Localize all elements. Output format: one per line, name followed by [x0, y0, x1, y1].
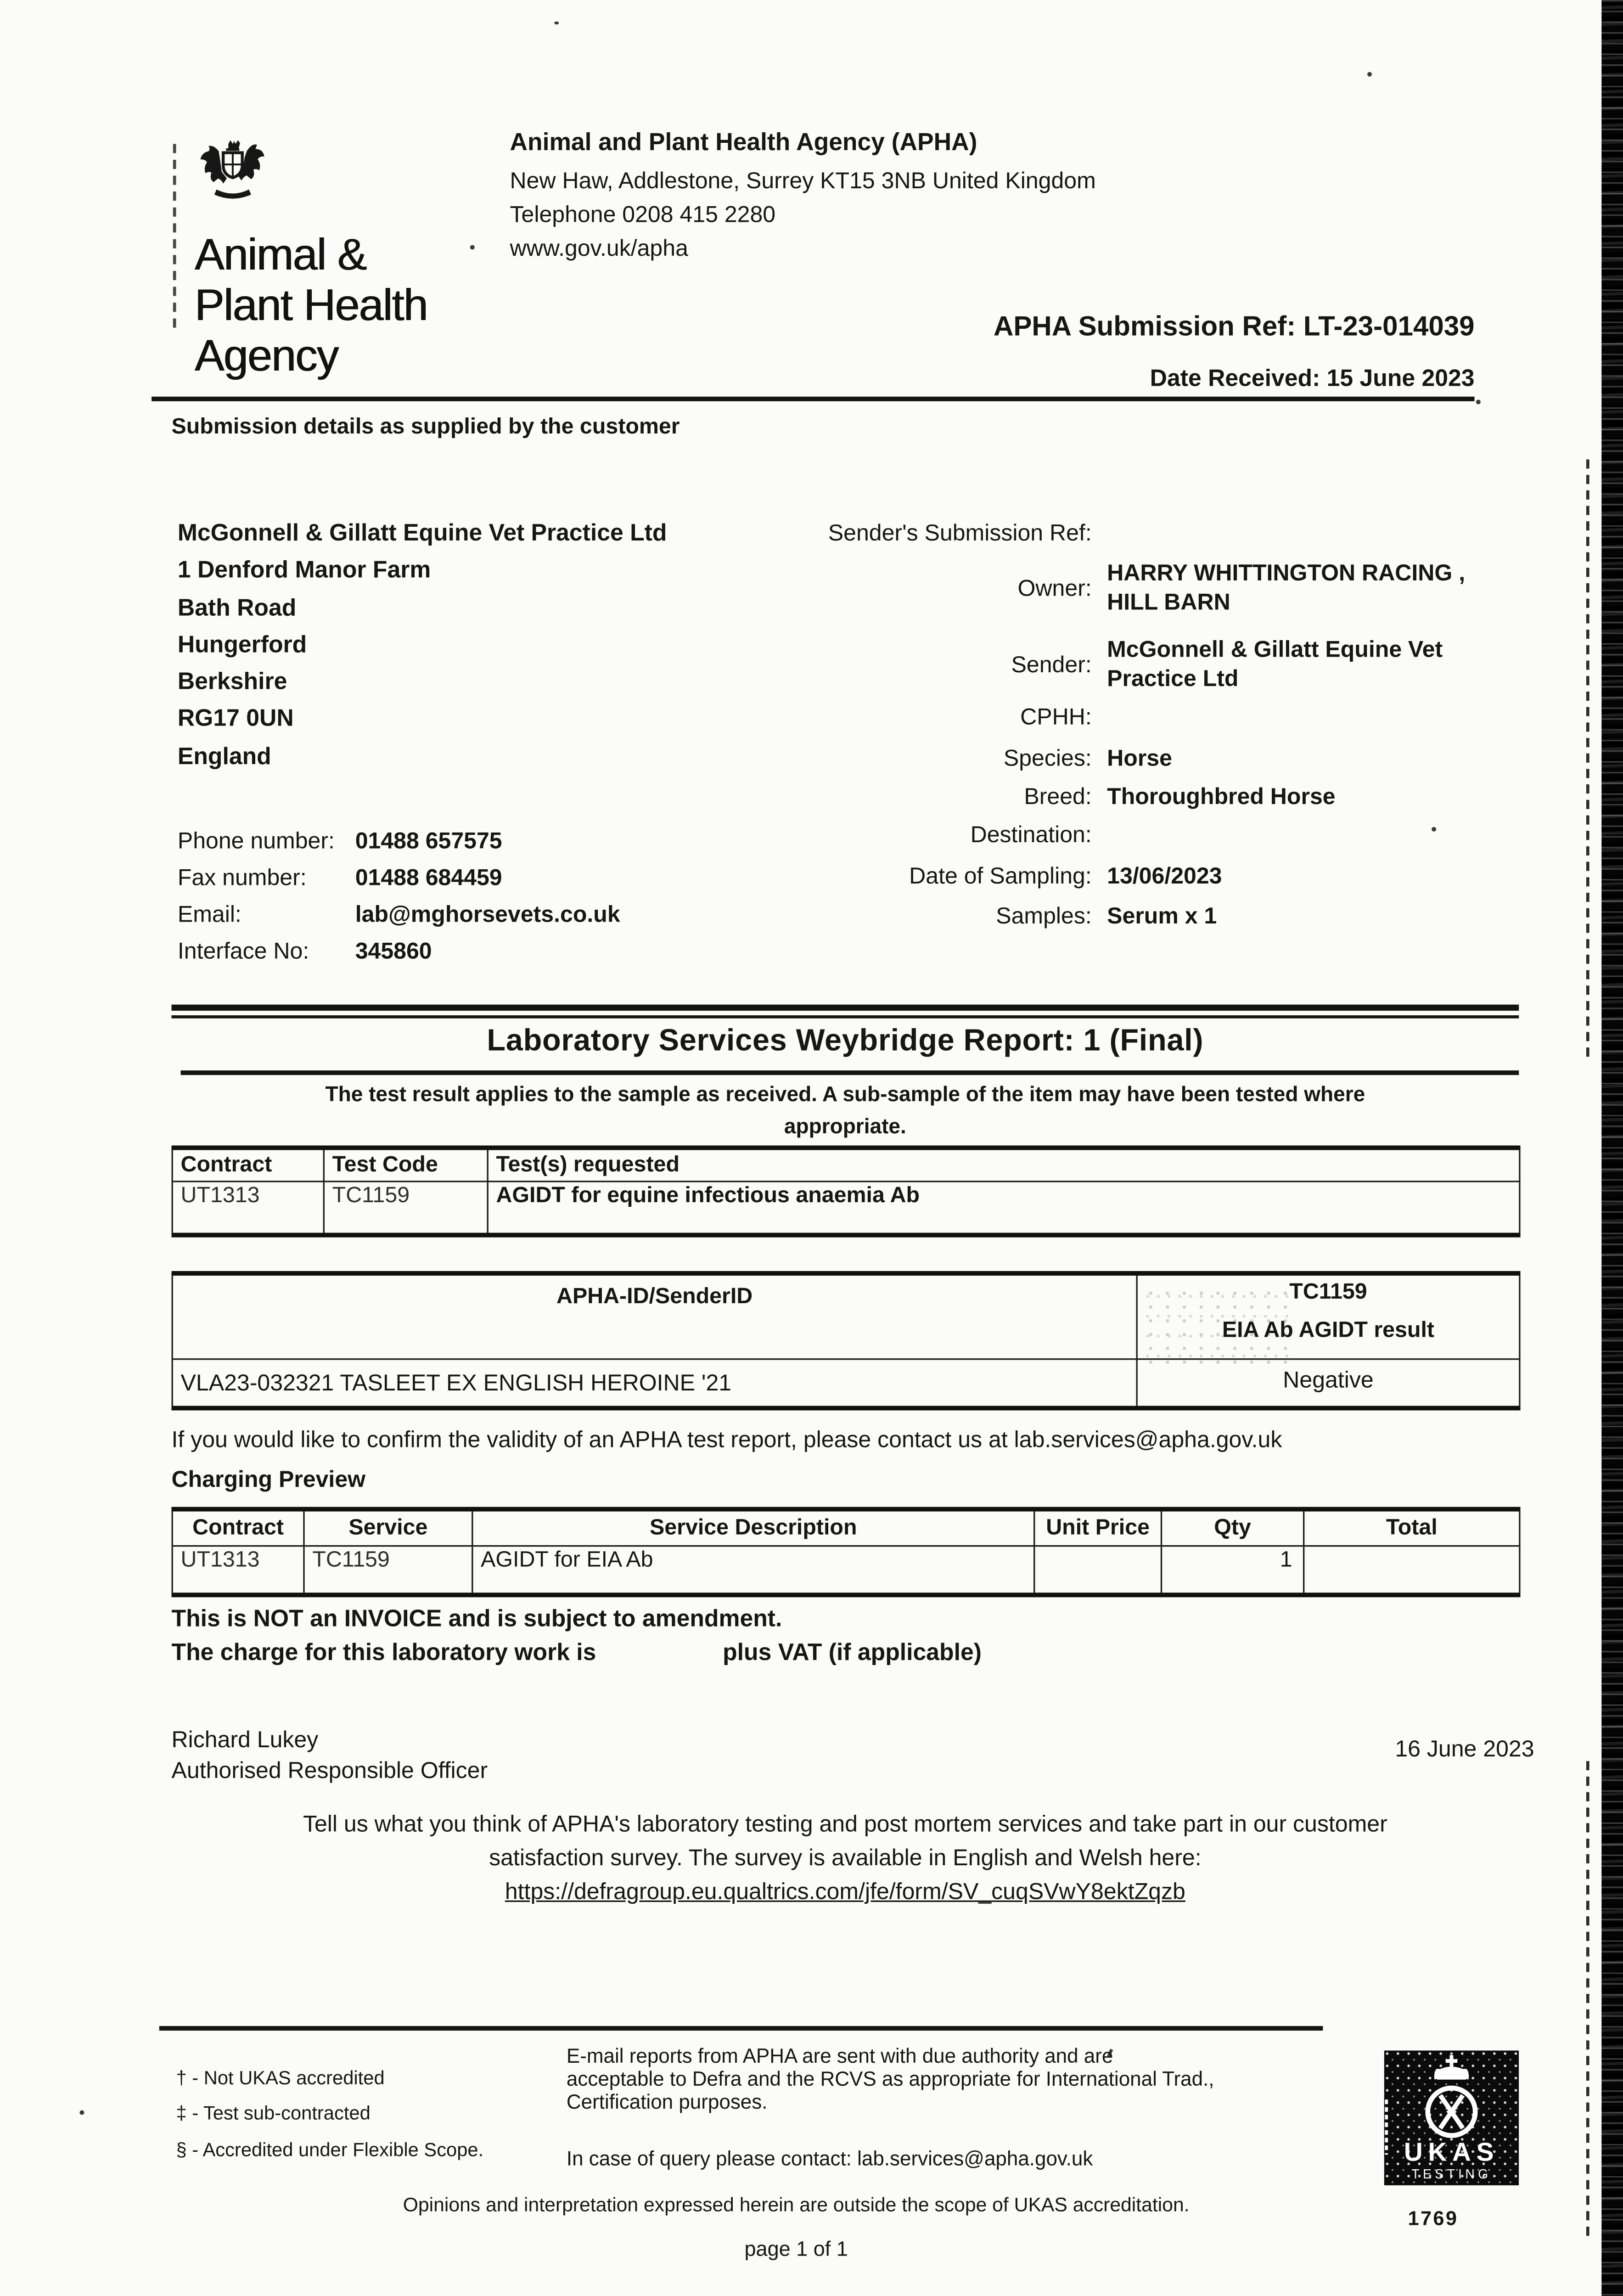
field-value: Serum x 1 — [1107, 903, 1217, 930]
charging-cell-contract: UT1313 — [172, 1546, 304, 1595]
wordmark-line: Plant Health — [194, 281, 427, 331]
scan-speck — [1476, 400, 1481, 404]
email-note-line: acceptable to Defra and the RCVS as appropriate for International Trad., — [566, 2067, 1214, 2091]
email-note-line: E-mail reports from APHA are sent with due authority and are — [566, 2044, 1113, 2068]
tests-header-testcode: Test Code — [324, 1148, 488, 1182]
scan-speck — [554, 22, 559, 25]
address-line: Hungerford — [177, 632, 307, 658]
contact-row — [178, 828, 821, 855]
charging-cell-qty: 1 — [1162, 1546, 1304, 1595]
results-header-id: APHA-ID/SenderID — [172, 1273, 1137, 1359]
field-label: CPHH: — [1020, 704, 1092, 731]
report-rule-bottom — [181, 1070, 1519, 1074]
contact-label: Fax number: — [177, 865, 307, 891]
survey-text-line1: Tell us what you think of APHA's laboratory testing and post mortem services and take part in our customer — [303, 1812, 1387, 1838]
scan-artifact-dashes — [1586, 459, 1589, 1057]
charging-cell-total — [1304, 1546, 1520, 1595]
report-rule-top-echo — [172, 1015, 1519, 1018]
field-sender-submission-ref — [822, 521, 1545, 547]
signatory-role: Authorised Responsible Officer — [171, 1758, 488, 1784]
charging-table — [172, 1507, 1521, 1598]
survey-link[interactable]: https://defragroup.eu.qualtrics.com/jfe/form/SV_cuqSVwY8ektZqzb — [505, 1879, 1185, 1905]
field-samples — [822, 902, 1545, 932]
contact-value: 01488 684459 — [355, 865, 502, 891]
field-sender — [822, 634, 1545, 695]
results-header-testcode: TC1159 — [1289, 1280, 1367, 1305]
scan-artifact-right-edge — [1601, 0, 1623, 2296]
charging-header-contract: Contract — [172, 1509, 304, 1546]
agency-address: New Haw, Addlestone, Surrey KT15 3NB United Kingdom — [510, 168, 1096, 195]
scan-speck — [470, 245, 475, 250]
contact-row — [178, 939, 821, 965]
results-header-result-type: EIA Ab AGIDT result — [1222, 1318, 1435, 1343]
scan-speck — [1367, 72, 1372, 77]
report-title: Laboratory Services Weybridge Report: 1 (Final) — [487, 1024, 1204, 1058]
address-line: Berkshire — [177, 669, 287, 696]
date-received: Date Received: 15 June 2023 — [1150, 366, 1475, 392]
tests-cell-requested: AGIDT for equine infectious anaemia Ab — [488, 1182, 1520, 1235]
address-line: 1 Denford Manor Farm — [177, 557, 431, 584]
opinions-note: Opinions and interpretation expressed herein are outside the scope of UKAS accreditation. — [403, 2193, 1190, 2216]
field-value-line: McGonnell & Gillatt Equine Vet — [1107, 636, 1443, 663]
charging-header-description: Service Description — [472, 1509, 1034, 1546]
agency-telephone: Telephone 0208 415 2280 — [510, 202, 776, 228]
contact-value: 01488 657575 — [355, 828, 502, 855]
results-header-test — [1137, 1273, 1520, 1359]
field-value: Horse — [1107, 746, 1172, 772]
field-value-line: HILL BARN — [1107, 589, 1230, 616]
tests-cell-contract: UT1313 — [172, 1182, 324, 1235]
charging-header-service: Service — [304, 1509, 472, 1546]
report-note-line2: appropriate. — [784, 1114, 906, 1138]
field-owner — [822, 557, 1545, 619]
address-line: Bath Road — [177, 595, 297, 621]
legend-not-ukas: † - Not UKAS accredited — [176, 2067, 385, 2089]
tests-requested-table — [172, 1146, 1521, 1238]
field-label: Breed: — [1024, 784, 1092, 810]
email-authority-note — [567, 2044, 1363, 2113]
agency-website: www.gov.uk/apha — [510, 236, 688, 262]
field-label: Owner: — [1017, 575, 1092, 601]
legend-flexible-scope: § - Accredited under Flexible Scope. — [176, 2139, 484, 2161]
royal-crest-icon — [196, 138, 270, 220]
address-line: England — [177, 744, 271, 770]
contact-label: Interface No: — [177, 939, 309, 965]
field-value — [1107, 558, 1465, 618]
scan-artifact-dashed-line — [173, 144, 176, 327]
field-label: Destination: — [970, 822, 1092, 849]
field-date-of-sampling — [822, 862, 1545, 892]
charging-cell-unit-price — [1034, 1546, 1162, 1595]
query-contact-note: In case of query please contact: lab.services@apha.gov.uk — [566, 2147, 1093, 2170]
ukas-accreditation-number: 1769 — [1408, 2206, 1459, 2230]
charging-cell-service: TC1159 — [304, 1546, 472, 1595]
tests-cell-testcode: TC1159 — [324, 1182, 488, 1235]
ukas-testing-logo — [1384, 2050, 1519, 2200]
contact-row — [178, 865, 821, 891]
contact-row — [178, 902, 821, 928]
charging-header-unit-price: Unit Price — [1034, 1509, 1162, 1546]
survey-link-wrap — [123, 1879, 1568, 1905]
charging-header-qty: Qty — [1162, 1509, 1304, 1546]
email-note-line: Certification purposes. — [566, 2090, 768, 2114]
legend-subcontracted: ‡ - Test sub-contracted — [176, 2102, 371, 2124]
field-label: Date of Sampling: — [909, 864, 1092, 890]
page-number: page 1 of 1 — [744, 2237, 848, 2261]
results-table — [172, 1271, 1521, 1410]
contact-label: Phone number: — [177, 828, 335, 855]
validity-note: If you would like to confirm the validity of an APHA test report, please contact us at lab.services@apha.gov.uk — [171, 1427, 1282, 1453]
contact-value: lab@mghorsevets.co.uk — [355, 902, 620, 928]
charging-header-total: Total — [1304, 1509, 1520, 1546]
field-label: Sender: — [1011, 651, 1092, 678]
submission-ref: APHA Submission Ref: LT-23-014039 — [994, 310, 1475, 342]
field-cphh — [822, 704, 1545, 731]
field-value-line: Practice Ltd — [1107, 666, 1239, 692]
footer-rule — [159, 2026, 1323, 2030]
wordmark-line: Animal & — [194, 231, 366, 281]
customer-address-block — [178, 516, 667, 777]
contact-value: 345860 — [355, 939, 432, 965]
field-label: Species: — [1003, 746, 1092, 772]
scan-speck — [79, 2110, 84, 2115]
signatory-name: Richard Lukey — [171, 1727, 319, 1754]
address-line: McGonnell & Gillatt Equine Vet Practice Ltd — [177, 520, 667, 547]
invoice-note: This is NOT an INVOICE and is subject to amendment. — [171, 1606, 782, 1633]
field-species — [822, 744, 1545, 774]
field-value: 13/06/2023 — [1107, 863, 1222, 890]
scan-artifact-dashes — [1586, 1761, 1589, 2236]
wordmark-line: Agency — [194, 332, 338, 382]
charging-cell-description: AGIDT for EIA Ab — [472, 1546, 1034, 1595]
field-value-line: HARRY WHITTINGTON RACING , — [1107, 559, 1466, 586]
field-label: Samples: — [996, 904, 1092, 930]
header-rule — [152, 397, 1474, 401]
ukas-logo-type: TESTING — [1411, 2167, 1492, 2182]
charge-note-prefix: The charge for this laboratory work is — [171, 1640, 596, 1666]
contact-label: Email: — [177, 902, 241, 928]
agency-title: Animal and Plant Health Agency (APHA) — [510, 130, 977, 157]
charge-note-suffix: plus VAT (if applicable) — [723, 1640, 982, 1666]
results-cell-result: Negative — [1137, 1359, 1520, 1408]
ukas-logo-name: UKAS — [1404, 2138, 1499, 2167]
apha-wordmark — [195, 231, 427, 383]
field-destination — [822, 822, 1545, 849]
tests-header-requested: Test(s) requested — [488, 1148, 1520, 1182]
field-breed — [822, 782, 1545, 812]
field-label: Sender's Submission Ref: — [828, 520, 1092, 547]
field-value — [1107, 635, 1443, 694]
survey-text-line2: satisfaction survey. The survey is available in English and Welsh here: — [489, 1845, 1202, 1872]
tests-header-contract: Contract — [172, 1148, 324, 1182]
section-heading: Submission details as supplied by the customer — [171, 415, 680, 440]
results-cell-id: VLA23-032321 TASLEET EX ENGLISH HEROINE '21 — [172, 1359, 1137, 1408]
address-line: RG17 0UN — [177, 707, 294, 733]
report-rule-top — [172, 1005, 1519, 1011]
report-note-line1: The test result applies to the sample as received. A sub-sample of the item may have been tested where — [325, 1082, 1365, 1106]
charging-preview-heading: Charging Preview — [171, 1467, 366, 1493]
field-value: Thoroughbred Horse — [1107, 784, 1336, 810]
report-date: 16 June 2023 — [1395, 1736, 1534, 1763]
